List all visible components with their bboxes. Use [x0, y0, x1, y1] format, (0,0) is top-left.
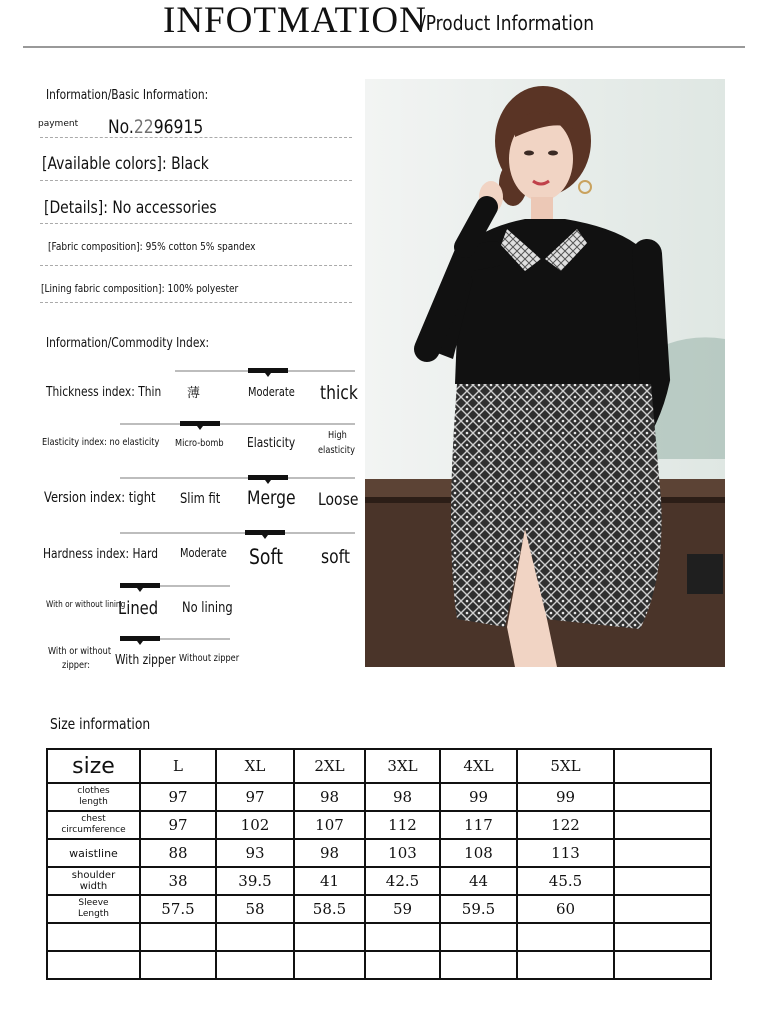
table-cell	[47, 951, 140, 979]
table-cell: 58.5	[294, 895, 365, 923]
divider	[40, 302, 352, 303]
product-number-prefix: No.	[108, 116, 134, 138]
product-photo	[365, 79, 725, 667]
row-header-line: clothes	[77, 786, 110, 796]
table-cell	[47, 923, 140, 951]
page-heading: INFOTMATION	[163, 0, 427, 41]
version-option-merge: Merge	[247, 487, 296, 509]
table-row-empty	[47, 951, 711, 979]
table-row	[47, 811, 711, 839]
table-cell: 108	[440, 839, 517, 867]
zipper-label-2: zipper:	[62, 660, 91, 671]
row-header-waistline: waistline	[47, 839, 140, 867]
table-cell: 98	[365, 783, 440, 811]
table-cell	[294, 923, 365, 951]
table-cell: 45.5	[517, 867, 614, 895]
size-info-title: Size information	[50, 715, 151, 733]
table-cell: 117	[440, 811, 517, 839]
table-row	[47, 895, 711, 923]
table-cell	[614, 867, 711, 895]
product-number-obscured: 22	[133, 116, 154, 138]
hardness-track	[120, 532, 355, 534]
elasticity-option-high: High	[328, 430, 347, 441]
version-indicator	[248, 475, 288, 480]
thickness-option-thin: 薄	[187, 386, 201, 401]
zipper-indicator	[120, 636, 160, 641]
table-cell: 60	[517, 895, 614, 923]
table-cell: 59.5	[440, 895, 517, 923]
table-row	[47, 839, 711, 867]
table-cell: 122	[517, 811, 614, 839]
table-cell: 102	[216, 811, 294, 839]
table-cell: 112	[365, 811, 440, 839]
table-cell	[140, 951, 216, 979]
version-label: Version index: tight	[44, 490, 156, 506]
lining-option-lined: Lined	[118, 598, 159, 619]
table-cell: 113	[517, 839, 614, 867]
table-cell: 57.5	[140, 895, 216, 923]
table-cell	[365, 923, 440, 951]
table-cell: 58	[216, 895, 294, 923]
table-cell: 97	[216, 783, 294, 811]
size-table-header	[47, 749, 711, 783]
table-cell: 59	[365, 895, 440, 923]
version-option-loose: Loose	[318, 490, 359, 510]
thickness-option-thick: thick	[320, 382, 358, 404]
page-subheading: /Product Information	[420, 11, 595, 35]
elasticity-option-micro: Micro-bomb	[175, 438, 224, 449]
row-header-line: Sleeve	[78, 898, 109, 908]
table-cell	[614, 951, 711, 979]
basic-info-title: Information/Basic Information:	[46, 88, 209, 103]
details: [Details]: No accessories	[44, 198, 217, 218]
table-cell	[440, 951, 517, 979]
table-row	[47, 783, 711, 811]
column-header: 5XL	[517, 749, 614, 783]
column-header: 4XL	[440, 749, 517, 783]
divider	[40, 137, 352, 138]
hardness-option-very-soft: soft	[321, 546, 350, 568]
table-cell: 98	[294, 783, 365, 811]
model-illustration	[365, 79, 725, 667]
table-cell	[294, 951, 365, 979]
available-colors: [Available colors]: Black	[42, 154, 209, 174]
row-header-line: shoulder	[71, 870, 116, 881]
table-cell: 44	[440, 867, 517, 895]
table-cell	[517, 951, 614, 979]
lining-composition: [Lining fabric composition]: 100% polyester	[41, 282, 239, 295]
lining-label: With or without lining	[46, 600, 126, 610]
table-cell: 88	[140, 839, 216, 867]
row-header-line: length	[79, 797, 108, 807]
row-header-clothes-length	[47, 783, 140, 811]
row-header-line: chest	[81, 814, 106, 824]
divider	[40, 265, 352, 266]
thickness-label: Thickness index: Thin	[46, 385, 162, 400]
table-cell: 107	[294, 811, 365, 839]
table-cell: 99	[440, 783, 517, 811]
table-cell	[614, 923, 711, 951]
divider	[40, 223, 352, 224]
hardness-label: Hardness index: Hard	[43, 547, 158, 562]
table-cell	[614, 811, 711, 839]
table-cell: 39.5	[216, 867, 294, 895]
hardness-option-moderate: Moderate	[180, 546, 227, 560]
column-header: L	[140, 749, 216, 783]
row-header-line: circumference	[61, 825, 126, 835]
table-cell: 97	[140, 811, 216, 839]
table-cell: 41	[294, 867, 365, 895]
lining-option-none: No lining	[182, 600, 233, 616]
product-number-tail: 96915	[153, 116, 204, 138]
payment-label: payment	[38, 119, 79, 129]
elasticity-option-high-2: elasticity	[318, 445, 355, 456]
header-divider	[23, 46, 745, 48]
table-row	[47, 867, 711, 895]
elasticity-label: Elasticity index: no elasticity	[42, 437, 160, 448]
column-header: XL	[216, 749, 294, 783]
table-cell	[216, 923, 294, 951]
table-cell: 98	[294, 839, 365, 867]
table-cell: 99	[517, 783, 614, 811]
table-cell	[440, 923, 517, 951]
hardness-option-soft: Soft	[249, 545, 283, 569]
version-option-slim: Slim fit	[180, 491, 221, 507]
table-cell	[517, 923, 614, 951]
table-cell: 103	[365, 839, 440, 867]
table-cell	[614, 839, 711, 867]
size-corner-cell: size	[47, 749, 140, 783]
zipper-option-with: With zipper	[115, 653, 176, 668]
fabric-composition: [Fabric composition]: 95% cotton 5% spandex	[48, 240, 256, 253]
hardness-indicator	[245, 530, 285, 535]
table-cell	[365, 951, 440, 979]
table-cell: 38	[140, 867, 216, 895]
column-header: 2XL	[294, 749, 365, 783]
commodity-index-title: Information/Commodity Index:	[46, 336, 210, 351]
size-table	[46, 748, 712, 980]
thickness-option-moderate: Moderate	[248, 385, 295, 399]
elasticity-indicator	[180, 421, 220, 426]
lining-indicator	[120, 583, 160, 588]
zipper-label: With or without	[48, 646, 112, 657]
table-cell	[216, 951, 294, 979]
column-header	[614, 749, 711, 783]
table-cell: 42.5	[365, 867, 440, 895]
divider	[40, 180, 352, 181]
version-track	[120, 477, 355, 479]
row-header-shoulder	[47, 867, 140, 895]
table-row-empty	[47, 923, 711, 951]
thickness-indicator	[248, 368, 288, 373]
product-number	[108, 116, 203, 138]
row-header-chest	[47, 811, 140, 839]
row-header-line: width	[79, 881, 108, 892]
table-cell	[140, 923, 216, 951]
row-header-line: Length	[77, 909, 110, 919]
row-header-sleeve	[47, 895, 140, 923]
table-cell	[614, 895, 711, 923]
table-cell	[614, 783, 711, 811]
elasticity-option-elastic: Elasticity	[247, 436, 296, 451]
table-cell: 97	[140, 783, 216, 811]
column-header: 3XL	[365, 749, 440, 783]
zipper-option-without: Without zipper	[179, 653, 240, 664]
table-cell: 93	[216, 839, 294, 867]
elasticity-track	[120, 423, 355, 425]
